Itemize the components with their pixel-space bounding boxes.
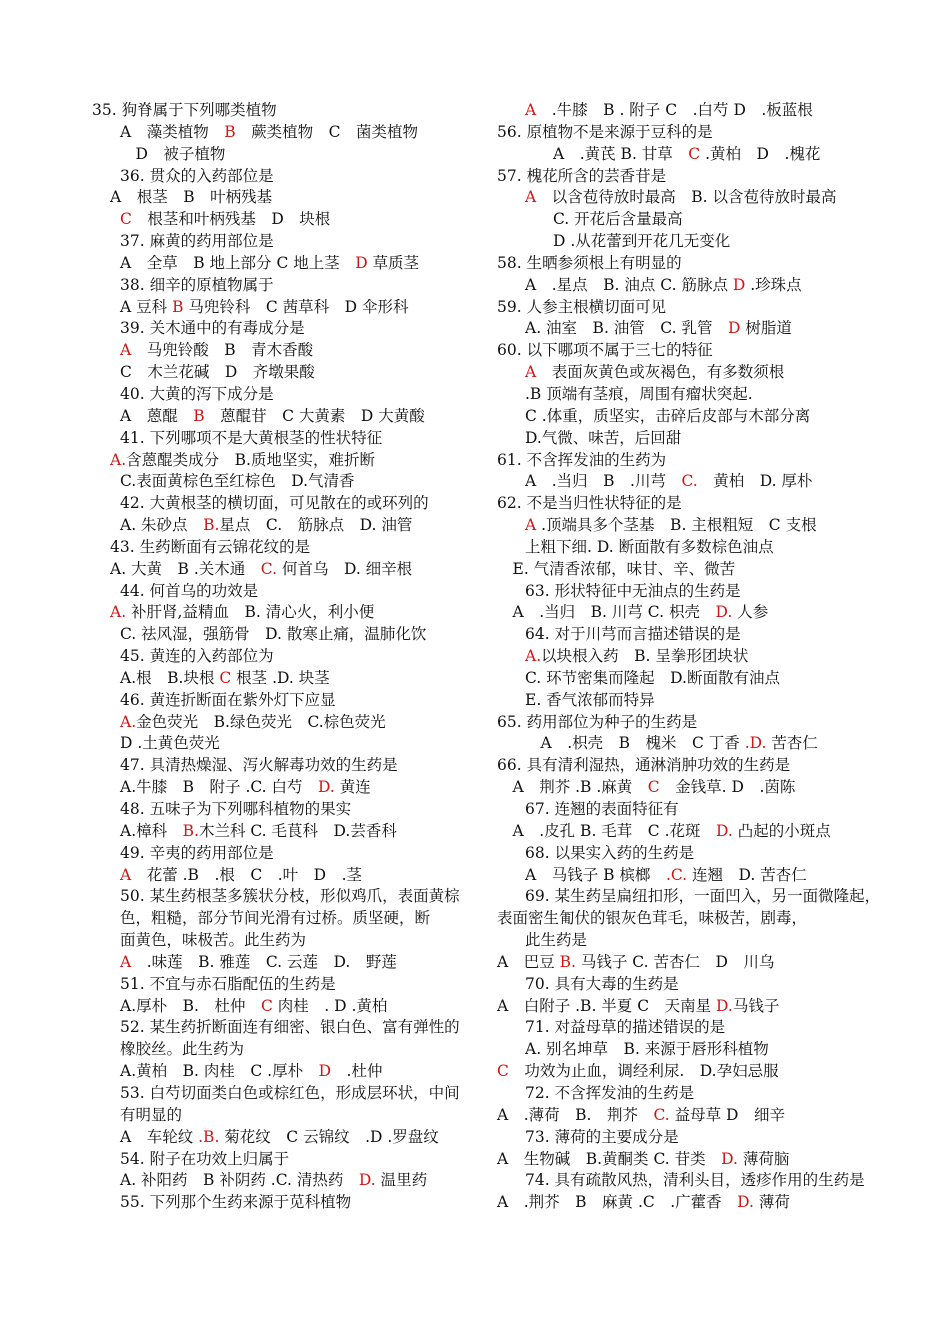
question-stem xyxy=(92,843,464,865)
line-text: 74. 具有疏散风热，清利头目，透疹作用的生药是 xyxy=(525,1171,865,1190)
answer-options-line xyxy=(92,1105,464,1127)
answer-options-line xyxy=(92,209,464,231)
answer-options-line xyxy=(92,865,464,887)
line-text: C. 开花后含量最高 xyxy=(553,210,683,229)
line-text: D .从花蕾到开花几无变化 xyxy=(553,232,731,251)
correct-answer-marker: C xyxy=(688,144,701,163)
line-text: C 木兰花碱 D 齐墩果酸 xyxy=(120,363,315,382)
answer-options-line xyxy=(497,406,877,428)
line-text: 薄荷 xyxy=(753,1193,790,1212)
left-question-column xyxy=(92,100,464,1214)
line-text: D .土黄色荧光 xyxy=(120,734,220,753)
answer-options-line xyxy=(497,865,877,887)
line-text: 73. 薄荷的主要成分是 xyxy=(525,1127,679,1146)
line-text: 48. 五味子为下列哪科植物的果实 xyxy=(120,800,352,818)
question-stem xyxy=(92,100,464,122)
question-stem xyxy=(497,712,877,734)
line-text: A.牛膝 B 附子 .C. 白芍 xyxy=(120,778,319,797)
answer-options-line xyxy=(497,362,877,384)
question-stem xyxy=(92,755,464,777)
correct-answer-marker: D. xyxy=(716,821,733,840)
question-stem xyxy=(92,231,464,253)
line-text: A 荆芥 .B .麻黄 xyxy=(497,778,648,797)
question-stem xyxy=(92,537,464,559)
line-text: 星点 C. 筋脉点 D. 油管 xyxy=(219,516,413,535)
correct-answer-marker: A xyxy=(525,516,537,535)
correct-answer-marker: A xyxy=(525,188,537,207)
line-text: D.气微、味苦，后回甜 xyxy=(525,428,682,447)
line-text: A .枳壳 B 槐米 C 丁香 xyxy=(525,734,745,753)
line-text: A 生物碱 B.黄酮类 C. 苷类 xyxy=(497,1149,722,1168)
line-text: 苦杏仁 xyxy=(766,734,818,753)
line-text: .杜仲 xyxy=(331,1062,383,1081)
correct-answer-marker: C. xyxy=(681,472,698,491)
line-text: 45. 黄连的入药部位为 xyxy=(120,647,274,666)
correct-answer-marker: A. xyxy=(110,450,127,469)
answer-options-line xyxy=(92,253,464,275)
answer-options-line xyxy=(92,712,464,734)
line-text: A .薄荷 B. 荆芥 xyxy=(497,1105,654,1124)
line-text: A. 补阳药 B 补阴药 .C. 清热药 xyxy=(120,1171,359,1190)
line-text: 马钱子 xyxy=(732,996,780,1015)
line-text: A.樟科 xyxy=(120,821,183,840)
line-text: C. 祛风湿，强筋骨 D. 散寒止痛，温肺化饮 xyxy=(120,625,427,644)
line-text: 66. 具有清利湿热，通淋消肿功效的生药是 xyxy=(497,756,791,775)
question-stem xyxy=(92,166,464,188)
answer-options-line xyxy=(92,297,464,319)
answer-options-line xyxy=(92,559,464,581)
line-text: 何首乌 D. 细辛根 xyxy=(277,559,413,578)
line-text: 温里药 xyxy=(375,1171,428,1190)
line-text: 47. 具清热燥湿、泻火解毒功效的生药是 xyxy=(120,756,398,775)
line-text: 有明显的 xyxy=(120,1105,183,1124)
line-text: 44. 何首乌的功效是 xyxy=(120,581,259,600)
answer-options-line xyxy=(497,187,877,209)
line-text: A.厚朴 B. 杜仲 xyxy=(120,996,261,1015)
question-stem xyxy=(92,690,464,712)
line-text: 黄柏 D. 厚朴 xyxy=(697,472,813,491)
line-text: 61. 不含挥发油的生药为 xyxy=(497,450,667,469)
correct-answer-marker: B. xyxy=(559,952,576,971)
answer-options-line xyxy=(92,122,464,144)
line-text: 39. 关木通中的有毒成分是 xyxy=(120,319,305,338)
correct-answer-marker: A. xyxy=(120,712,137,731)
line-text: A 蒽醌 xyxy=(120,406,194,425)
line-text: 马钱子 C. 苦杏仁 D 川乌 xyxy=(575,952,775,971)
correct-answer-marker: C xyxy=(497,1062,509,1081)
line-text: A 白附子 .B. 半夏 C 天南星 xyxy=(497,996,717,1015)
answer-options-line xyxy=(92,340,464,362)
line-text: 40. 大黄的泻下成分是 xyxy=(120,384,274,403)
line-text: 64. 对于川芎而言描述错误的是 xyxy=(525,625,741,644)
line-text: 71. 对益母草的描述错误的是 xyxy=(525,1018,726,1037)
line-text: 72. 不含挥发油的生药是 xyxy=(525,1083,695,1102)
correct-answer-marker: C xyxy=(647,778,660,797)
question-stem xyxy=(92,799,464,821)
answer-options-line xyxy=(497,777,877,799)
line-text: .味莲 B. 雅莲 C. 云莲 D. 野莲 xyxy=(131,952,397,971)
line-text: 面黄色，味极苦。此生药为 xyxy=(120,931,307,950)
answer-options-line xyxy=(497,602,877,624)
question-stem xyxy=(92,275,464,297)
question-stem xyxy=(92,428,464,450)
answer-options-line xyxy=(92,187,464,209)
line-text: A 藻类植物 xyxy=(120,122,225,141)
correct-answer-marker: A xyxy=(120,341,132,360)
line-text: 凸起的小斑点 xyxy=(732,821,831,840)
answer-options-line xyxy=(497,668,877,690)
answer-options-line xyxy=(92,1039,464,1061)
line-text: E. 香气浓郁而特异 xyxy=(525,690,655,709)
line-text: 肉桂 . D .黄柏 xyxy=(272,996,388,1015)
answer-options-line xyxy=(92,515,464,537)
line-text: 根茎 .D. 块茎 xyxy=(231,668,330,687)
line-text: A 车轮纹 xyxy=(120,1127,199,1146)
answer-options-line xyxy=(497,231,877,253)
correct-answer-marker: A xyxy=(120,952,132,971)
line-text: 此生药是 xyxy=(525,931,588,950)
line-text: A .荆芥 B 麻黄 .C .广藿香 xyxy=(497,1193,738,1212)
correct-answer-marker: A xyxy=(525,363,537,382)
answer-options-line xyxy=(497,209,877,231)
correct-answer-marker: B. xyxy=(182,821,199,840)
correct-answer-marker: D. xyxy=(715,603,733,622)
correct-answer-marker: D. xyxy=(358,1171,376,1190)
correct-answer-marker: .B. xyxy=(198,1127,220,1146)
answer-options-line xyxy=(497,144,877,166)
question-stem xyxy=(497,755,877,777)
question-stem xyxy=(497,624,877,646)
answer-options-line xyxy=(497,559,877,581)
question-stem xyxy=(92,1083,464,1105)
question-stem xyxy=(497,799,877,821)
answer-options-line xyxy=(497,1039,877,1061)
line-text: 49. 辛夷的药用部位是 xyxy=(120,843,274,862)
question-stem xyxy=(497,843,877,865)
answer-options-line xyxy=(497,1061,877,1083)
answer-options-line xyxy=(497,996,877,1018)
line-text: 色，粗糙，部分节间光滑有过桥。质坚硬，断 xyxy=(120,909,431,928)
answer-options-line xyxy=(92,996,464,1018)
question-stem xyxy=(497,974,877,996)
question-stem xyxy=(92,646,464,668)
correct-answer-marker: D. xyxy=(318,778,335,797)
answer-options-line xyxy=(92,602,464,624)
answer-options-line xyxy=(92,1170,464,1192)
line-text: A .黄芪 B. 甘草 xyxy=(553,144,689,163)
answer-options-line xyxy=(92,406,464,428)
line-text: A. 别名坤草 B. 来源于唇形科植物 xyxy=(525,1040,769,1059)
line-text: A 豆科 xyxy=(120,297,173,316)
answer-options-line xyxy=(497,428,877,450)
line-text: 表面密生匍伏的银灰色茸毛，味极苦，剧毒， xyxy=(497,909,808,928)
line-text: 69. 某生药呈扁纽扣形，一面凹入，另一面微隆起， xyxy=(525,887,881,906)
answer-options-line xyxy=(497,690,877,712)
line-text: 53. 白芍切面类白色或棕红色，形成层环状，中间 xyxy=(120,1083,460,1102)
line-text: 50. 某生药根茎多簇状分枝，形似鸡爪，表面黄棕 xyxy=(120,887,460,906)
line-text: 木兰科 C. 毛茛科 D.芸香科 xyxy=(198,821,397,840)
line-text: 56. 原植物不是来源于豆科的是 xyxy=(497,122,713,141)
answer-options-line xyxy=(497,515,877,537)
line-text: 54. 附子在功效上归属于 xyxy=(120,1149,290,1168)
answer-options-line xyxy=(92,362,464,384)
line-text: 57. 槐花所含的芸香苷是 xyxy=(497,166,667,185)
answer-options-line xyxy=(497,1149,877,1171)
question-stem xyxy=(497,122,877,144)
line-text: 马兜铃酸 B 青木香酸 xyxy=(131,341,314,360)
question-stem xyxy=(92,886,464,908)
line-text: A. 大黄 B .关木通 xyxy=(110,559,261,578)
question-stem xyxy=(497,1017,877,1039)
right-question-column xyxy=(497,100,881,1214)
line-text: 补肝肾,益精血 B. 清心火，利小便 xyxy=(126,603,375,622)
line-text: .牛膝 B . 附子 C .白芍 D .板蓝根 xyxy=(536,101,813,119)
line-text: 蒽醌苷 C 大黄素 D 大黄酸 xyxy=(204,406,425,425)
correct-answer-marker: D. xyxy=(737,1193,754,1212)
line-text: 70. 具有大毒的生药是 xyxy=(525,974,679,993)
line-text: A 巴豆 xyxy=(497,952,560,971)
line-text: 37. 麻黄的药用部位是 xyxy=(120,232,274,251)
correct-answer-marker: A. xyxy=(110,603,127,622)
correct-answer-marker: A xyxy=(120,865,132,884)
correct-answer-marker: A. xyxy=(525,647,542,666)
line-text: 以含苞待放时最高 B. 以含苞待放时最高 xyxy=(536,188,837,207)
answer-options-line xyxy=(497,733,877,755)
line-text: A 根茎 B 叶柄残基 xyxy=(110,188,273,207)
line-text: 益母草 D 细辛 xyxy=(669,1105,785,1124)
line-text: 功效为止血，调经利尿. D.孕妇忌服 xyxy=(508,1062,779,1081)
answer-options-line xyxy=(92,930,464,952)
answer-options-line xyxy=(92,1127,464,1149)
line-text: 41. 下列哪项不是大黄根茎的性状特征 xyxy=(120,428,383,447)
line-text: 59. 人参主根横切面可见 xyxy=(497,297,667,316)
line-text: 63. 形状特征中无油点的生药是 xyxy=(525,581,741,600)
line-text: A 全草 B 地上部分 C 地上茎 xyxy=(120,253,356,272)
line-text: 根茎和叶柄残基 D 块根 xyxy=(131,210,331,229)
answer-options-line xyxy=(497,100,877,122)
line-text: A .当归 B. 川芎 C. 枳壳 xyxy=(497,603,716,622)
line-text: .珍珠点 xyxy=(745,275,802,294)
question-stem xyxy=(92,1149,464,1171)
question-stem xyxy=(92,493,464,515)
line-text: 60. 以下哪项不属于三七的特征 xyxy=(497,341,713,360)
answer-options-line xyxy=(92,144,464,166)
correct-answer-marker: A xyxy=(525,101,537,119)
question-stem xyxy=(497,886,881,908)
line-text: A 马钱子 B 槟榔 xyxy=(525,865,666,884)
line-text: 55. 下列那个生药来源于苋科植物 xyxy=(120,1193,352,1212)
question-stem xyxy=(92,1192,464,1214)
answer-options-line xyxy=(497,275,877,297)
answer-options-line xyxy=(92,908,464,930)
correct-answer-marker: .C. xyxy=(665,865,688,884)
answer-options-line xyxy=(497,646,877,668)
answer-options-line xyxy=(92,1061,464,1083)
question-stem xyxy=(497,581,877,603)
question-stem xyxy=(92,318,464,340)
line-text: 68. 以果实入药的生药是 xyxy=(525,843,695,862)
answer-options-line xyxy=(92,733,464,755)
correct-answer-marker: D xyxy=(732,275,746,294)
line-text: 52. 某生药折断面连有细密、银白色、富有弹性的 xyxy=(120,1018,460,1037)
line-text: A .当归 B .川芎 xyxy=(525,472,682,491)
answer-options-line xyxy=(92,668,464,690)
line-text: .顶端具多个茎基 B. 主根粗短 C 支根 xyxy=(536,516,817,535)
answer-options-line xyxy=(497,952,877,974)
line-text: 62. 不是当归性状特征的是 xyxy=(497,494,682,513)
line-text: 43. 生药断面有云锦花纹的是 xyxy=(110,537,311,556)
line-text: 薄荷脑 xyxy=(737,1149,790,1168)
line-text: C.表面黄棕色至红棕色 D.气清香 xyxy=(120,472,355,491)
line-text: 连翘 D. 苦杏仁 xyxy=(687,865,807,884)
line-text: A .星点 B. 油点 C. 筋脉点 xyxy=(525,275,733,294)
answer-options-line xyxy=(92,450,464,472)
question-stem xyxy=(497,493,877,515)
line-text: 以块根入药 B. 呈拳形团块状 xyxy=(541,647,749,666)
line-text: 含蒽醌类成分 B.质地坚实，难折断 xyxy=(126,450,375,469)
answer-options-line xyxy=(497,471,877,493)
line-text: .黄柏 D .槐花 xyxy=(700,144,821,163)
question-stem xyxy=(497,166,877,188)
line-text: A. 朱砂点 xyxy=(120,516,204,535)
line-text: A .皮孔 B. 毛茸 C .花斑 xyxy=(497,821,717,840)
line-text: 金钱草. D .茵陈 xyxy=(659,778,796,797)
question-stem xyxy=(497,1083,877,1105)
line-text: 花蕾 .B .根 C .叶 D .茎 xyxy=(131,865,363,884)
correct-answer-marker: B. xyxy=(203,516,220,535)
line-text: A.根 B.块根 xyxy=(120,668,220,687)
line-text: A.黄柏 B. 肉桂 C .厚朴 xyxy=(120,1062,319,1081)
question-stem xyxy=(497,450,877,472)
answer-options-line xyxy=(497,930,877,952)
correct-answer-marker: C xyxy=(260,996,273,1015)
correct-answer-marker: D xyxy=(727,319,741,338)
line-text: 菊花纹 C 云锦纹 .D .罗盘纹 xyxy=(219,1127,439,1146)
question-stem xyxy=(92,581,464,603)
correct-answer-marker: B xyxy=(172,297,184,316)
line-text: 蕨类植物 C 菌类植物 xyxy=(235,122,418,141)
correct-answer-marker: B xyxy=(224,122,236,141)
question-stem xyxy=(497,253,877,275)
line-text: 67. 连翘的表面特征有 xyxy=(525,800,679,818)
line-text: 橡胶丝。此生药为 xyxy=(120,1040,245,1059)
answer-options-line xyxy=(497,821,877,843)
line-text: .B 顶端有茎痕，周围有瘤状突起. xyxy=(525,384,753,403)
correct-answer-marker: C. xyxy=(653,1105,670,1124)
line-text: 46. 黄连折断面在紫外灯下应显 xyxy=(120,690,336,709)
line-text: 马兜铃科 C 茜草科 D 伞形科 xyxy=(183,297,409,316)
question-stem xyxy=(92,974,464,996)
correct-answer-marker: D. xyxy=(716,996,733,1015)
question-stem xyxy=(497,1127,877,1149)
line-text: E. 气清香浓郁，味甘、辛、微苦 xyxy=(497,559,736,578)
answer-options-line xyxy=(92,624,464,646)
answer-options-line xyxy=(497,318,877,340)
question-stem xyxy=(497,1170,877,1192)
line-text: 表面灰黄色或灰褐色，有多数须根 xyxy=(536,363,785,382)
line-text: 65. 药用部位为种子的生药是 xyxy=(497,712,698,731)
correct-answer-marker: D. xyxy=(721,1149,738,1168)
question-stem xyxy=(497,297,877,319)
answer-options-line xyxy=(92,821,464,843)
line-text: 上粗下细. D. 断面散有多数棕色油点 xyxy=(525,537,774,556)
answer-options-line xyxy=(497,1105,877,1127)
line-text: 草质茎 xyxy=(367,253,420,272)
correct-answer-marker: B xyxy=(193,406,205,425)
correct-answer-marker: D xyxy=(318,1062,332,1081)
answer-options-line xyxy=(497,1192,877,1214)
line-text: C .体重，质坚实，击碎后皮部与木部分离 xyxy=(525,406,811,425)
line-text: C. 环节密集而隆起 D.断面散有油点 xyxy=(525,668,780,687)
line-text: D 被子植物 xyxy=(120,144,226,163)
line-text: 树脂道 xyxy=(740,319,792,338)
answer-options-line xyxy=(497,537,877,559)
line-text: A. 油室 B. 油管 C. 乳管 xyxy=(525,319,728,338)
question-stem xyxy=(92,384,464,406)
answer-options-line xyxy=(92,952,464,974)
correct-answer-marker: .D. xyxy=(744,734,767,753)
line-text: 38. 细辛的原植物属于 xyxy=(120,275,274,294)
line-text: 42. 大黄根茎的横切面，可见散在的或环列的 xyxy=(120,494,429,513)
answer-options-line xyxy=(497,384,877,406)
line-text: 人参 xyxy=(732,603,769,622)
question-stem xyxy=(497,340,877,362)
line-text: 黄连 xyxy=(334,778,371,797)
correct-answer-marker: C xyxy=(120,210,132,229)
line-text: 35. 狗脊属于下列哪类植物 xyxy=(92,101,277,119)
line-text: 36. 贯众的入药部位是 xyxy=(120,166,274,185)
line-text: 58. 生晒参须根上有明显的 xyxy=(497,253,682,272)
correct-answer-marker: D xyxy=(355,253,368,272)
question-stem xyxy=(92,1017,464,1039)
answer-options-line xyxy=(92,471,464,493)
correct-answer-marker: C xyxy=(219,668,232,687)
answer-options-line xyxy=(92,777,464,799)
correct-answer-marker: C. xyxy=(260,559,278,578)
answer-options-line xyxy=(497,908,877,930)
line-text: 51. 不宜与赤石脂配伍的生药是 xyxy=(120,974,336,993)
line-text: 金色荧光 B.绿色荧光 C.棕色荧光 xyxy=(136,712,386,731)
